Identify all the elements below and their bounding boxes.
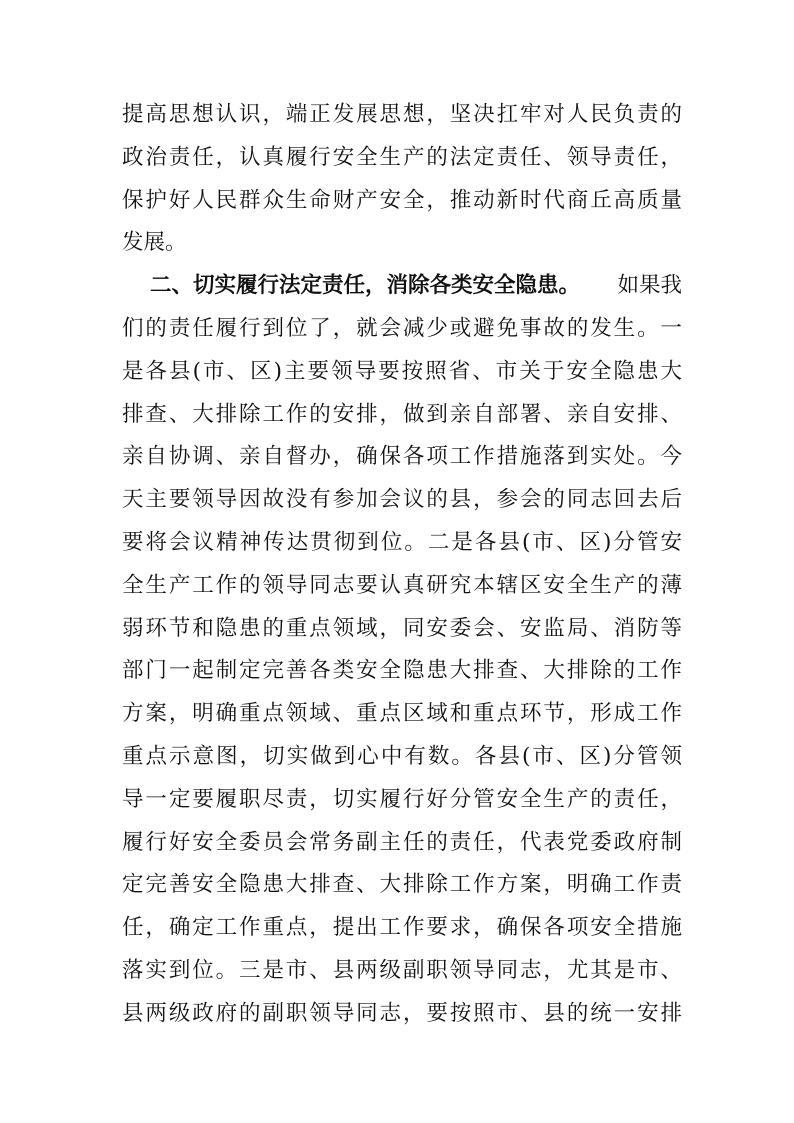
- text-line: 天主要领导因故没有参加会议的县，参会的同志回去后: [122, 487, 682, 513]
- text-line: 重点示意图，切实做到心中有数。各县(市、区)分管领: [122, 743, 682, 769]
- text-line: 方案，明确重点领域、重点区域和重点环节，形成工作: [122, 701, 682, 727]
- text-line: 县两级政府的副职领导同志，要按照市、县的统一安排: [122, 1000, 682, 1026]
- text-line: 全生产工作的领导同志要认真研究本辖区安全生产的薄: [122, 572, 682, 598]
- text-line: 部门一起制定完善各类安全隐患大排查、大排除的工作: [122, 658, 682, 684]
- text-line-continuation: 如果我: [617, 273, 682, 299]
- body-text: [122, 94, 682, 1036]
- text-line: 导一定要履职尽责，切实履行好分管安全生产的责任，: [122, 786, 682, 812]
- text-line: 排查、大排除工作的安排，做到亲自部署、亲自安排、: [122, 401, 682, 427]
- text-line: 落实到位。三是市、县两级副职领导同志，尤其是市、: [122, 957, 682, 983]
- text-line: 履行好安全委员会常务副主任的责任，代表党委政府制: [122, 829, 682, 855]
- text-line: 是各县(市、区)主要领导要按照省、市关于安全隐患大: [122, 358, 682, 384]
- text-line: 们的责任履行到位了，就会减少或避免事故的发生。一: [122, 315, 682, 341]
- text-line: 政治责任，认真履行安全生产的法定责任、领导责任，: [122, 144, 682, 170]
- text-line: 要将会议精神传达贯彻到位。二是各县(市、区)分管安: [122, 529, 682, 555]
- text-line: 定完善安全隐患大排查、大排除工作方案，明确工作责: [122, 872, 682, 898]
- text-line: 发展。: [122, 230, 187, 256]
- text-line: 弱环节和隐患的重点领域，同安委会、安监局、消防等: [122, 615, 682, 641]
- section-heading: 二、切实履行法定责任，消除各类安全隐患。: [150, 273, 581, 299]
- text-line: 任，确定工作重点，提出工作要求，确保各项安全措施: [122, 915, 682, 941]
- paragraph-first-line: [122, 265, 682, 308]
- text-line: 提高思想认识，端正发展思想，坚决扛牢对人民负责的: [122, 102, 682, 127]
- text-line: 亲自协调、亲自督办，确保各项工作措施落到实处。今: [122, 444, 682, 470]
- text-line: 保护好人民群众生命财产安全，推动新时代商丘高质量: [122, 187, 682, 213]
